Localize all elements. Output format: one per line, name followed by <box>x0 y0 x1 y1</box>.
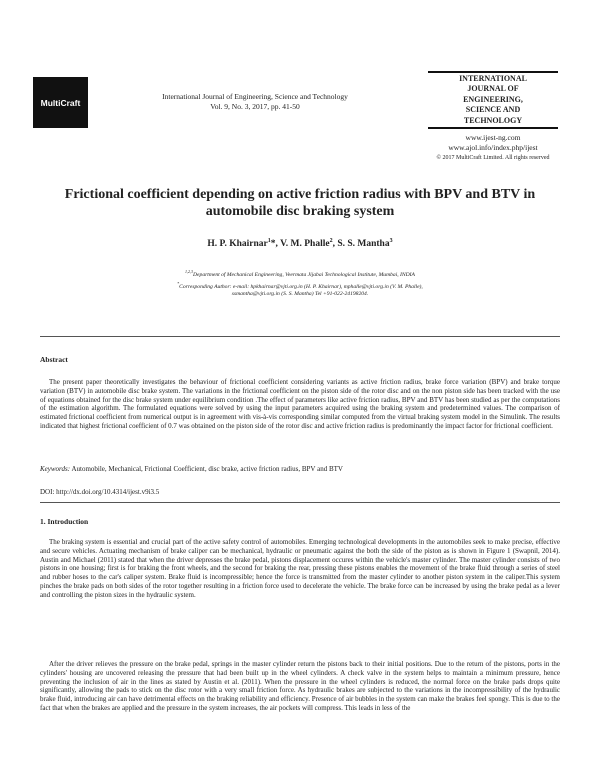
journal-box-line: INTERNATIONAL <box>459 74 527 83</box>
abstract-text <box>40 378 560 431</box>
abstract-body: The present paper theoretically investigates the behaviour of frictional coefficient considering variants as active friction radius, brake force variation (BPV) and brake torque variation (BTV) in automobile disc brake system. The variations in the frictional coefficient on the piston side of the rotor disc and on the non piston side has been tracked with the use of equations obtained for the disc brake system under equilibrium condition .The effect of parameters like active friction radius, BPV and BTV has been studied as per the computations of the estimation algorithm. The formulated equations were solved by using the input parameters acquired using the braking system and predetermined values. The comparison of estimated frictional coefficient from numerical output is in agreement with vis-à-vis corresponding similar computed from the virtual braking system model in the Simulink. The results indicated that highest frictional coefficient of 0.7 was obtained on the piston side of the rotor disc and active friction radius is predominantly the impact factor for frictional coefficient. <box>40 378 560 430</box>
journal-box-line: TECHNOLOGY <box>463 115 523 125</box>
intro-paragraph-2 <box>40 660 560 713</box>
journal-name: International Journal of Engineering, Science and Technology <box>162 92 348 101</box>
author-sup: 2 <box>329 238 333 244</box>
divider <box>40 502 560 503</box>
author-sup: 1 <box>267 238 271 244</box>
journal-title-box <box>428 71 558 129</box>
paper-title: Frictional coefficient depending on active friction radius with BPV and BTV in automobile disc braking system <box>64 187 536 219</box>
author-sup: 3 <box>389 238 393 244</box>
affiliation: Department of Mechanical Engineering, Veermata Jijabai Technological Institute, Mumbai, INDIA <box>193 271 415 278</box>
journal-box-line: JOURNAL OF <box>467 84 519 94</box>
corresponding-author-cont: ssmantha@vjti.org.in (S. S. Mantha) Tel +91-022-24198204. <box>231 291 369 298</box>
volume-info: Vol. 9, No. 3, 2017, pp. 41-50 <box>210 102 300 111</box>
keywords <box>40 465 560 474</box>
affiliation-block <box>70 268 530 299</box>
journal-info <box>120 92 390 112</box>
publisher-logo <box>33 77 88 128</box>
website-link[interactable]: www.ajol.info/index.php/ijest <box>448 143 538 152</box>
divider <box>40 336 560 337</box>
keywords-label: Keywords: <box>40 465 71 473</box>
author-name: V. M. Phalle <box>280 239 330 250</box>
journal-box-line: SCIENCE AND <box>465 105 521 115</box>
corresponding-author: Corresponding Author: e-mail: hpkhairnar@vjti.org.in (H. P. Khairnar), mphalle@vjti.org.in (V. M. Phalle), <box>179 283 423 290</box>
author-sep: , <box>332 239 338 250</box>
intro-text: After the driver relieves the pressure on the brake pedal, springs in the master cylinder return the pistons back to their initial positions. Due to the return of the pistons, ports in the cylinders' housing are uncovered releasing the pressure that had been built up in the wheel cylinders. A check valve in the system helps to maintain a minimum pressure, hence preventing the inclusion of air in the lines as stated by Austin et al. (2011). When the pressure in the wheel cylinders is reduced, the normal force on the brake pads drops quite significantly, allowing the pads to stick on the disc rotor with a very small friction force. As hydraulic brakes are subjected to the variations in the incompressibility of the hydraulic brake fluid, introducing air can have detrimental effects on the braking reliability and efficiency. Presence of air bubbles in the system can make the brakes feel spongy. This is due to the fact that when the brakes are applied and the pressure in the system increases, the air pockets will compress. This leads in less of the <box>40 660 560 712</box>
affiliation-sup: 1,2,3 <box>185 269 194 274</box>
introduction-heading: 1. Introduction <box>40 517 89 526</box>
website-link[interactable]: www.ijest-ng.com <box>465 133 521 142</box>
author-name: H. P. Khairnar <box>207 239 268 250</box>
intro-text: The braking system is essential and crucial part of the active safety control of automobiles. Emerging technological developments in the automobiles seek to make precise, effective and secure vehicles. Actuating mechanism of brake caliper can be mechanical, hydraulic or pneumatic against the both the side of the piston as is shown in Figure 1 (Swapnil, 2014). Austin and Michael (2011) stated that when the driver depresses the brake pedal, pistons displacement occures within the vehicle's master cylinder. The master cylinder consists of two pistons in one housing; first is for braking the front wheels, and the second for braking the rear, pressing these pistons enables the movement of the brake fluid through a series of steel and rubber hoses to the car's caliper system. Brake fluid is incompressible; hence the force is transmitted from the master cylinder to another piston system in the caliper.This system pinches the brake pads on both sides of the rotor together resulting in a friction force used to decelerate the vehicle. The brake force can be increased by using the brake pedal as a lever and controlling the piston sizes in the hydraulic system. <box>40 538 560 599</box>
copyright-notice: © 2017 MultiCraft Limited. All rights reserved <box>436 155 550 161</box>
journal-box-line: ENGINEERING, <box>463 94 523 104</box>
intro-paragraph-1 <box>40 538 560 599</box>
logo-text: MultiCraft <box>40 97 81 108</box>
abstract-heading: Abstract <box>40 355 68 364</box>
keywords-list: Automobile, Mechanical, Frictional Coefficient, disc brake, active friction radius, BPV and BTV <box>70 465 343 473</box>
author-name: S. S. Mantha <box>337 239 390 250</box>
corresponding-sup: * <box>177 280 180 286</box>
author-sep: *, <box>270 239 281 250</box>
author-list <box>30 238 570 249</box>
doi-link[interactable]: DOI: http://dx.doi.org/10.4314/ijest.v9i3.5 <box>40 488 160 496</box>
journal-links <box>400 133 586 163</box>
